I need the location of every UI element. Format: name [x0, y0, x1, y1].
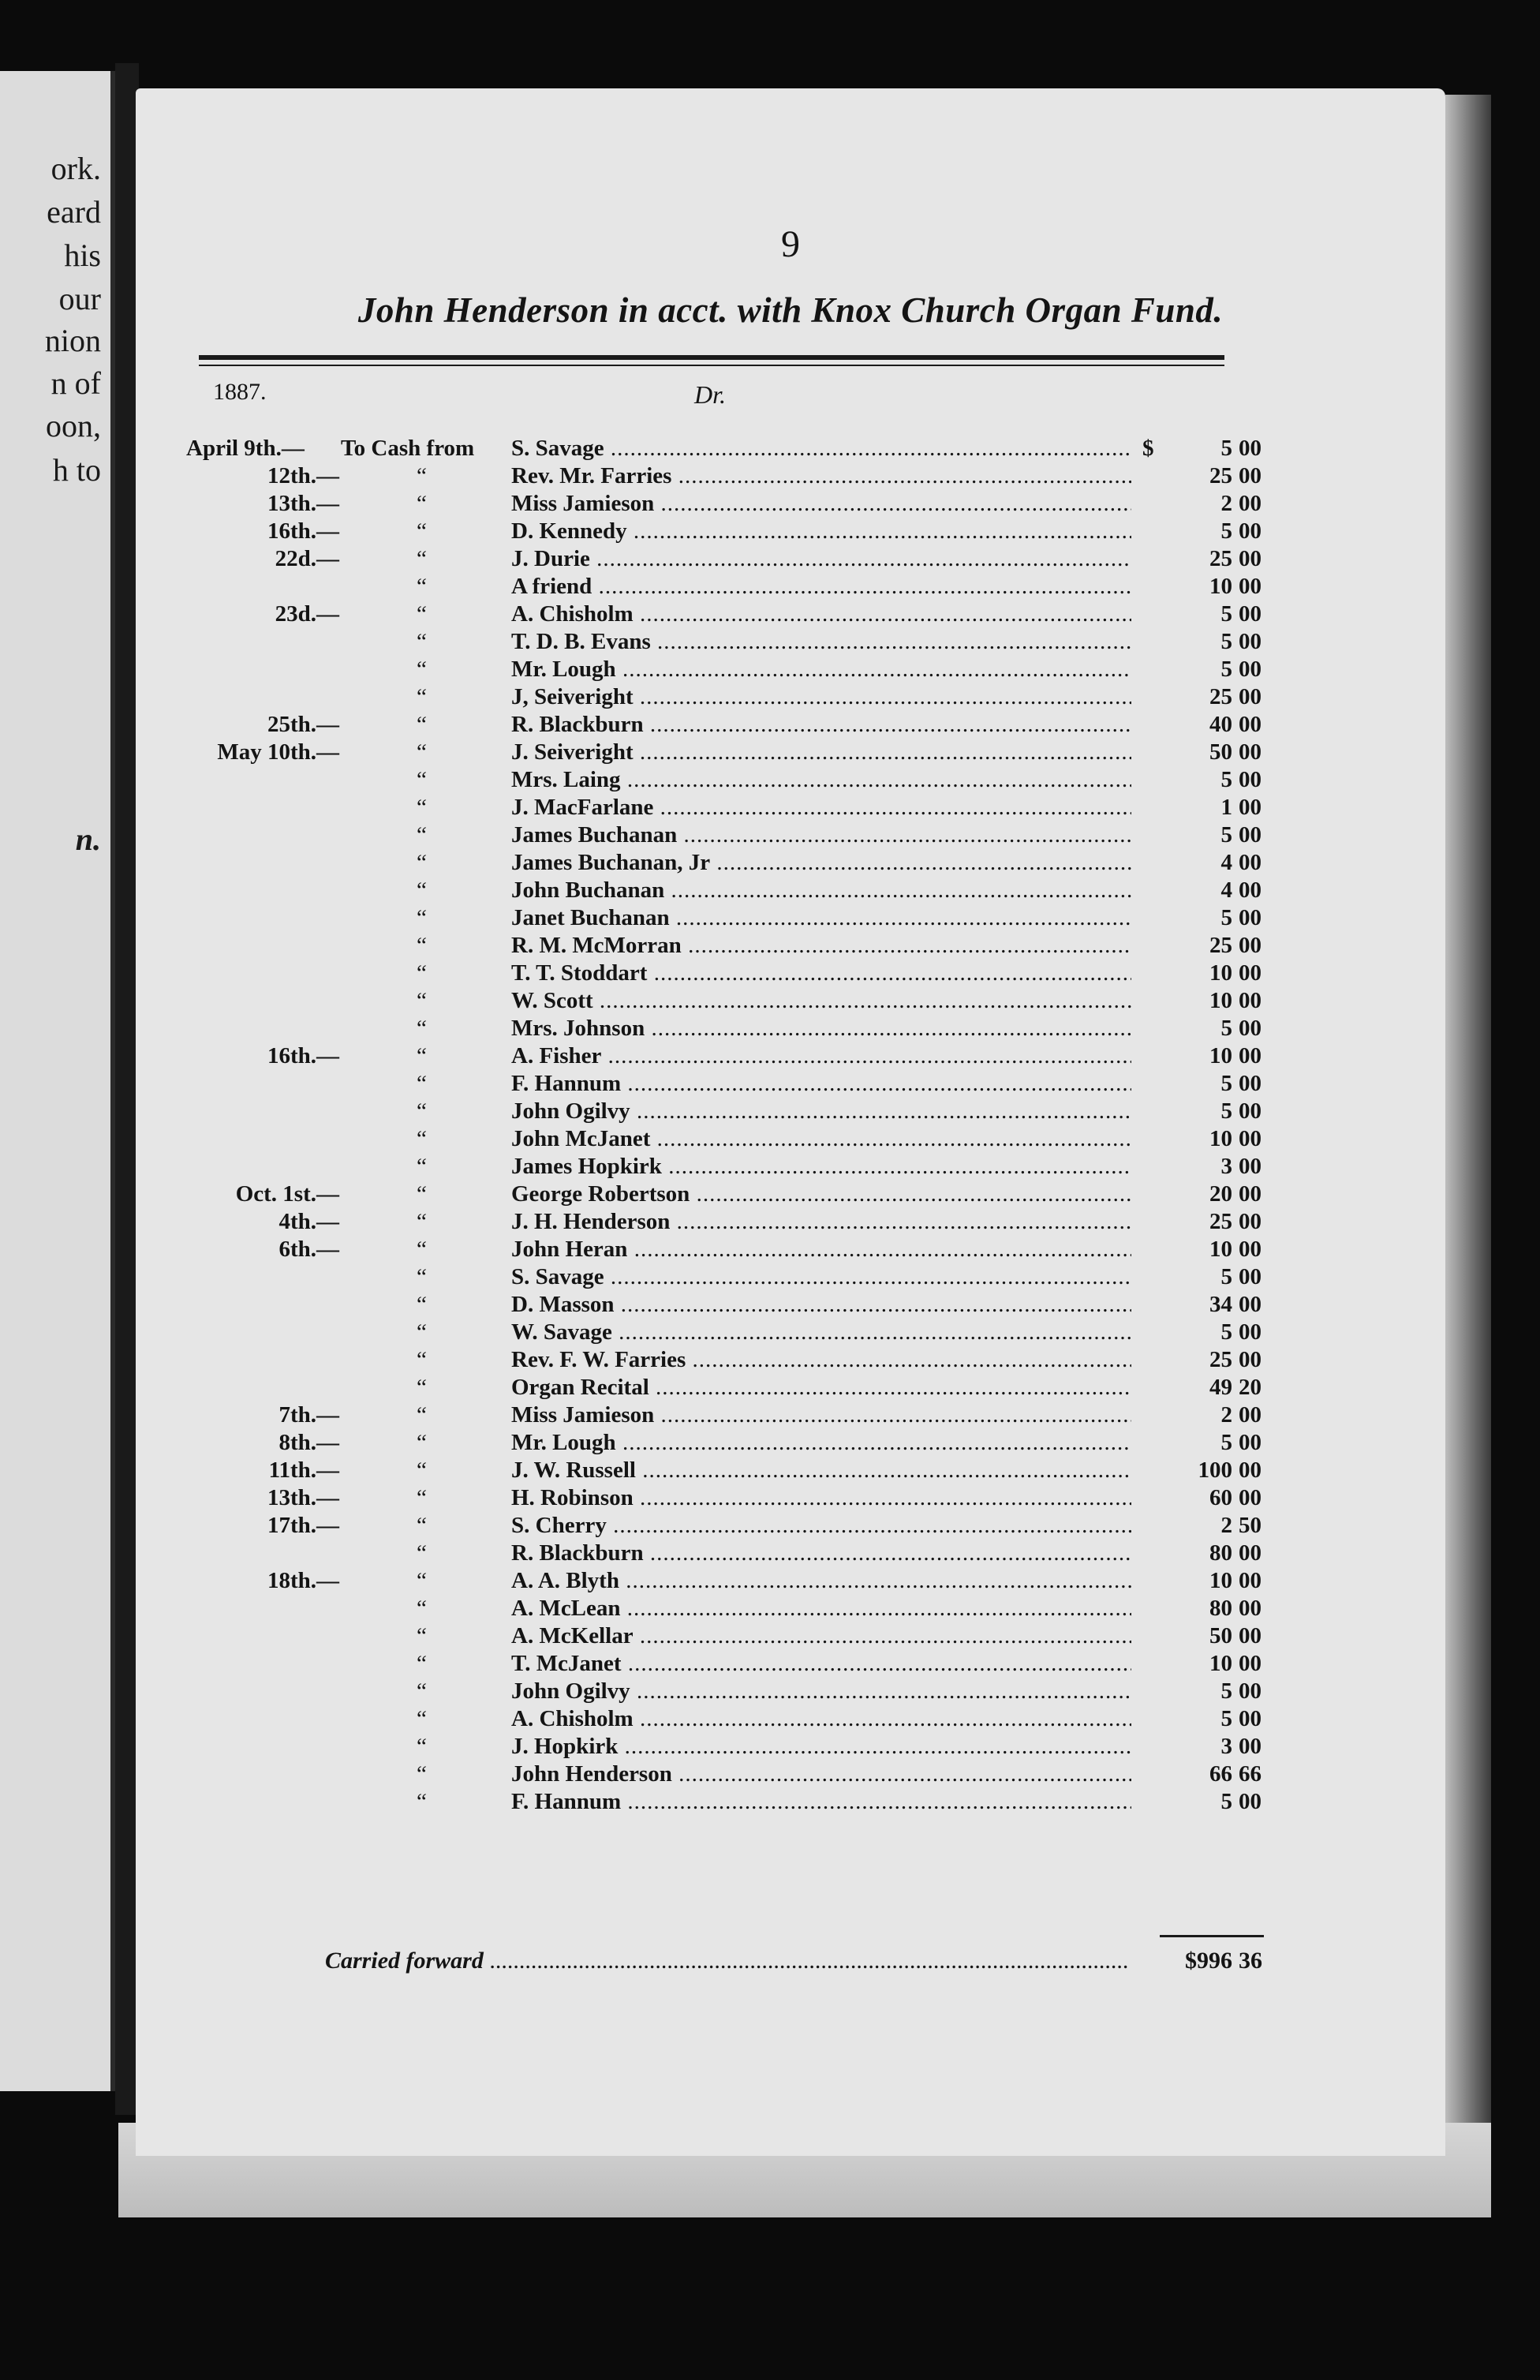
ledger-entry-row — [136, 1347, 1445, 1375]
ledger-entry-row — [136, 1209, 1445, 1237]
entry-dollars: 5 — [1220, 1264, 1232, 1289]
entry-ditto-mark: “ — [417, 1540, 427, 1566]
ledger-entry-row — [136, 988, 1445, 1016]
entry-cents: 00 — [1239, 1734, 1262, 1759]
entry-ditto-mark: “ — [417, 1623, 427, 1648]
ledger-entry-row — [136, 546, 1445, 574]
carried-forward-row — [136, 1948, 1445, 1979]
debit-column-header: Dr. — [694, 380, 727, 409]
entry-cents: 00 — [1239, 518, 1262, 544]
entry-date: 16th.— — [267, 1043, 339, 1068]
entry-ditto-mark: “ — [417, 1292, 427, 1317]
entry-source-cash: To Cash from — [341, 436, 475, 461]
entry-dollars: 5 — [1220, 629, 1232, 654]
ledger-entry-row — [136, 878, 1445, 905]
left-page-text-line: our — [58, 281, 101, 316]
entry-contributor-name: T. McJanet ..... — [511, 1651, 1131, 1677]
entry-dollars: 5 — [1220, 436, 1232, 461]
entry-cents: 00 — [1239, 1568, 1262, 1593]
ledger-entry-row — [136, 1734, 1445, 1761]
entry-cents: 00 — [1239, 1485, 1262, 1510]
entry-dollars: 40 — [1209, 712, 1232, 737]
entry-contributor-name: A. McKellar ..... — [511, 1623, 1131, 1649]
ledger-entry-row — [136, 684, 1445, 712]
entry-ditto-mark: “ — [417, 795, 427, 820]
entry-cents: 00 — [1239, 601, 1262, 627]
entry-dollars: 10 — [1209, 574, 1232, 599]
entry-cents: 20 — [1239, 1375, 1262, 1400]
entry-ditto-mark: “ — [417, 1513, 427, 1538]
entry-ditto-mark: “ — [417, 739, 427, 765]
entry-date: 25th.— — [267, 712, 339, 737]
entry-ditto-mark: “ — [417, 1734, 427, 1759]
entry-cents: 00 — [1239, 1237, 1262, 1262]
entry-date: May 10th.— — [217, 739, 339, 765]
ledger-entry-row — [136, 1678, 1445, 1706]
entry-ditto-mark: “ — [417, 491, 427, 516]
entry-ditto-mark: “ — [417, 878, 427, 903]
entry-contributor-name: D. Masson ..... — [511, 1292, 1131, 1318]
entry-contributor-name: S. Savage ..... — [511, 436, 1131, 462]
entry-dollars: 49 — [1209, 1375, 1232, 1400]
entry-cents: 00 — [1239, 822, 1262, 848]
ledger-entry-row — [136, 1071, 1445, 1098]
entry-dollars: 3 — [1220, 1154, 1232, 1179]
entry-contributor-name: James Buchanan ..... — [511, 822, 1131, 848]
entry-cents: 00 — [1239, 739, 1262, 765]
entry-date: 16th.— — [267, 518, 339, 544]
entry-cents: 00 — [1239, 491, 1262, 516]
entry-dollars: 66 — [1209, 1761, 1232, 1787]
entry-ditto-mark: “ — [417, 905, 427, 930]
entry-ditto-mark: “ — [417, 629, 427, 654]
entry-ditto-mark: “ — [417, 1016, 427, 1041]
entry-contributor-name: D. Kennedy ..... — [511, 518, 1131, 544]
ledger-entry-row — [136, 1789, 1445, 1817]
entry-ditto-mark: “ — [417, 1458, 427, 1483]
entry-dollars: 5 — [1220, 1319, 1232, 1345]
entry-contributor-name: T. T. Stoddart ..... — [511, 960, 1131, 986]
entry-cents: 00 — [1239, 546, 1262, 571]
entry-contributor-name: John Buchanan ..... — [511, 878, 1131, 904]
ledger-entry-row — [136, 1540, 1445, 1568]
entry-ditto-mark: “ — [417, 1071, 427, 1096]
entry-dollars: 5 — [1220, 657, 1232, 682]
ledger-entry-row — [136, 1292, 1445, 1319]
entry-date: 12th.— — [267, 463, 339, 488]
entry-cents: 00 — [1239, 1319, 1262, 1345]
entry-date: 17th.— — [267, 1513, 339, 1538]
entry-cents: 00 — [1239, 1016, 1262, 1041]
left-page-text-line: h to — [52, 452, 101, 488]
entry-contributor-name: R. M. McMorran ..... — [511, 933, 1131, 959]
entry-dollars: 5 — [1220, 1706, 1232, 1731]
entry-cents: 00 — [1239, 1209, 1262, 1234]
entry-dollars: 10 — [1209, 988, 1232, 1013]
entry-contributor-name: Mrs. Laing ..... — [511, 767, 1131, 793]
entry-contributor-name: F. Hannum ..... — [511, 1071, 1131, 1097]
entry-contributor-name: Miss Jamieson ..... — [511, 491, 1131, 517]
entry-dollars: 10 — [1209, 1126, 1232, 1151]
entry-date: Oct. 1st.— — [235, 1181, 339, 1207]
entry-cents: 00 — [1239, 1678, 1262, 1704]
entry-contributor-name: A. Chisholm ..... — [511, 1706, 1131, 1732]
entry-date: 7th.— — [278, 1402, 339, 1428]
ledger-entry-row — [136, 574, 1445, 601]
entry-dollars: 5 — [1220, 1789, 1232, 1814]
ledger-entry-row — [136, 1319, 1445, 1347]
entry-dollars: 25 — [1209, 933, 1232, 958]
entry-cents: 00 — [1239, 878, 1262, 903]
ledger-entry-row — [136, 1402, 1445, 1430]
entry-ditto-mark: “ — [417, 1154, 427, 1179]
entry-contributor-name: Mr. Lough ..... — [511, 1430, 1131, 1456]
ledger-entry-row — [136, 1458, 1445, 1485]
entry-dollars: 5 — [1220, 601, 1232, 627]
entry-ditto-mark: “ — [417, 1375, 427, 1400]
heading-rule-thick — [199, 355, 1224, 360]
entry-cents: 00 — [1239, 933, 1262, 958]
heading-rule-thin — [199, 365, 1224, 366]
ledger-entry-row — [136, 1043, 1445, 1071]
entry-dollar-sign: $ — [1142, 436, 1154, 461]
entry-dollars: 5 — [1220, 1071, 1232, 1096]
entry-contributor-name: A. Fisher ..... — [511, 1043, 1131, 1069]
entry-ditto-mark: “ — [417, 1098, 427, 1124]
ledger-entry-row — [136, 712, 1445, 739]
entry-contributor-name: Mrs. Johnson ..... — [511, 1016, 1131, 1042]
carried-forward-cents: 36 — [1239, 1948, 1262, 1974]
entry-dollars: 80 — [1209, 1540, 1232, 1566]
entry-contributor-name: A. McLean ..... — [511, 1596, 1131, 1622]
entry-ditto-mark: “ — [417, 546, 427, 571]
entry-contributor-name: Organ Recital ..... — [511, 1375, 1131, 1401]
entry-dollars: 5 — [1220, 1098, 1232, 1124]
ledger-entry-row — [136, 1623, 1445, 1651]
entry-contributor-name: Janet Buchanan ..... — [511, 905, 1131, 931]
ledger-entry-row — [136, 1264, 1445, 1292]
ledger-entry-row — [136, 1651, 1445, 1678]
entry-cents: 00 — [1239, 463, 1262, 488]
page-number: 9 — [781, 223, 800, 265]
entry-ditto-mark: “ — [417, 1789, 427, 1814]
entry-ditto-mark: “ — [417, 1485, 427, 1510]
entry-dollars: 2 — [1220, 1513, 1232, 1538]
ledger-entry-row — [136, 1126, 1445, 1154]
ledger-entry-row — [136, 1761, 1445, 1789]
ledger-entry-row — [136, 960, 1445, 988]
entry-contributor-name: John Henderson ..... — [511, 1761, 1131, 1787]
entry-dollars: 25 — [1209, 463, 1232, 488]
entry-ditto-mark: “ — [417, 1402, 427, 1428]
entry-contributor-name: J. MacFarlane ..... — [511, 795, 1131, 821]
entry-cents: 50 — [1239, 1513, 1262, 1538]
entry-cents: 00 — [1239, 574, 1262, 599]
entry-cents: 00 — [1239, 1347, 1262, 1372]
entry-contributor-name: J, Seiveright ..... — [511, 684, 1131, 710]
entry-contributor-name: A. A. Blyth ..... — [511, 1568, 1131, 1594]
entry-cents: 00 — [1239, 629, 1262, 654]
entry-contributor-name: F. Hannum ..... — [511, 1789, 1131, 1815]
entry-ditto-mark: “ — [417, 601, 427, 627]
entry-date: 18th.— — [267, 1568, 339, 1593]
entry-contributor-name: J. Durie ..... — [511, 546, 1131, 572]
entry-date: 11th.— — [268, 1458, 339, 1483]
entry-dollars: 10 — [1209, 1043, 1232, 1068]
entry-dollars: 5 — [1220, 822, 1232, 848]
entry-contributor-name: J. Seiveright ..... — [511, 739, 1131, 765]
entry-cents: 66 — [1239, 1761, 1262, 1787]
entry-cents: 00 — [1239, 1154, 1262, 1179]
ledger-entry-row — [136, 436, 1445, 463]
entry-contributor-name: Rev. F. W. Farries ..... — [511, 1347, 1131, 1373]
entry-cents: 00 — [1239, 436, 1262, 461]
left-page-text-line: ork. — [50, 151, 101, 186]
entry-date: April 9th.— — [186, 436, 305, 461]
entry-dollars: 50 — [1209, 739, 1232, 765]
ledger-page — [136, 88, 1445, 2156]
entry-ditto-mark: “ — [417, 822, 427, 848]
entry-cents: 00 — [1239, 960, 1262, 986]
left-page-text-line: oon, — [46, 408, 101, 443]
entry-dollars: 10 — [1209, 960, 1232, 986]
ledger-entries — [136, 436, 1445, 1817]
ledger-entry-row — [136, 795, 1445, 822]
entry-cents: 00 — [1239, 1402, 1262, 1428]
entry-contributor-name: A. Chisholm ..... — [511, 601, 1131, 627]
entry-ditto-mark: “ — [417, 960, 427, 986]
entry-dollars: 4 — [1220, 878, 1232, 903]
entry-contributor-name: J. W. Russell ..... — [511, 1458, 1131, 1484]
entry-cents: 00 — [1239, 1623, 1262, 1648]
entry-cents: 00 — [1239, 1706, 1262, 1731]
entry-ditto-mark: “ — [417, 1706, 427, 1731]
entry-date: 22d.— — [275, 546, 339, 571]
ledger-entry-row — [136, 905, 1445, 933]
entry-ditto-mark: “ — [417, 574, 427, 599]
entry-contributor-name: W. Savage ..... — [511, 1319, 1131, 1345]
entry-dollars: 25 — [1209, 1347, 1232, 1372]
ledger-entry-row — [136, 933, 1445, 960]
ledger-entry-row — [136, 1513, 1445, 1540]
entry-contributor-name: J. H. Henderson ..... — [511, 1209, 1131, 1235]
left-page-text-line: nion — [44, 323, 101, 358]
entry-cents: 00 — [1239, 1540, 1262, 1566]
account-heading: John Henderson in acct. with Knox Church Organ Fund. — [357, 290, 1224, 330]
entry-ditto-mark: “ — [417, 1264, 427, 1289]
entry-cents: 00 — [1239, 1043, 1262, 1068]
entry-dollars: 1 — [1220, 795, 1232, 820]
entry-ditto-mark: “ — [417, 463, 427, 488]
left-page-text-line: eard — [47, 194, 101, 230]
entry-contributor-name: H. Robinson ..... — [511, 1485, 1131, 1511]
entry-date: 13th.— — [267, 1485, 339, 1510]
entry-ditto-mark: “ — [417, 1181, 427, 1207]
entry-cents: 00 — [1239, 1181, 1262, 1207]
entry-dollars: 10 — [1209, 1237, 1232, 1262]
entry-contributor-name: Miss Jamieson ..... — [511, 1402, 1131, 1428]
entry-dollars: 2 — [1220, 491, 1232, 516]
page-edge-stack — [1445, 95, 1491, 2178]
entry-contributor-name: R. Blackburn ..... — [511, 712, 1131, 738]
entry-ditto-mark: “ — [417, 684, 427, 709]
left-facing-page-fragment — [0, 71, 115, 2091]
ledger-entry-row — [136, 1098, 1445, 1126]
entry-dollars: 100 — [1198, 1458, 1232, 1483]
entry-dollars: 5 — [1220, 518, 1232, 544]
entry-contributor-name: J. Hopkirk ..... — [511, 1734, 1131, 1760]
entry-contributor-name: John Ogilvy ..... — [511, 1678, 1131, 1705]
left-page-text-line: n of — [50, 365, 101, 401]
entry-cents: 00 — [1239, 1458, 1262, 1483]
entry-ditto-mark: “ — [417, 1430, 427, 1455]
ledger-entry-row — [136, 1568, 1445, 1596]
ledger-entry-row — [136, 491, 1445, 518]
ledger-entry-row — [136, 1154, 1445, 1181]
carried-forward-amount: $996 — [1185, 1948, 1232, 1974]
carried-forward-label: Carried forward ..... — [325, 1948, 1130, 1974]
ledger-entry-row — [136, 1430, 1445, 1458]
ledger-entry-row — [136, 1181, 1445, 1209]
ledger-entry-row — [136, 767, 1445, 795]
left-page-text-line: n. — [75, 821, 101, 857]
entry-contributor-name: A friend ..... — [511, 574, 1131, 600]
entry-cents: 00 — [1239, 657, 1262, 682]
entry-ditto-mark: “ — [417, 712, 427, 737]
entry-ditto-mark: “ — [417, 1209, 427, 1234]
entry-date: 23d.— — [275, 601, 339, 627]
ledger-entry-row — [136, 463, 1445, 491]
entry-ditto-mark: “ — [417, 657, 427, 682]
entry-dollars: 25 — [1209, 1209, 1232, 1234]
entry-cents: 00 — [1239, 1596, 1262, 1621]
entry-cents: 00 — [1239, 712, 1262, 737]
entry-cents: 00 — [1239, 1292, 1262, 1317]
ledger-entry-row — [136, 850, 1445, 878]
entry-ditto-mark: “ — [417, 988, 427, 1013]
entry-dollars: 50 — [1209, 1623, 1232, 1648]
entry-cents: 00 — [1239, 988, 1262, 1013]
entry-cents: 00 — [1239, 1098, 1262, 1124]
entry-cents: 00 — [1239, 905, 1262, 930]
entry-dollars: 2 — [1220, 1402, 1232, 1428]
entry-contributor-name: S. Cherry ..... — [511, 1513, 1131, 1539]
entry-contributor-name: T. D. B. Evans ..... — [511, 629, 1131, 655]
entry-ditto-mark: “ — [417, 933, 427, 958]
entry-date: 6th.— — [278, 1237, 339, 1262]
entry-contributor-name: John McJanet ..... — [511, 1126, 1131, 1152]
entry-cents: 00 — [1239, 1126, 1262, 1151]
ledger-entry-row — [136, 1237, 1445, 1264]
entry-ditto-mark: “ — [417, 1651, 427, 1676]
entry-ditto-mark: “ — [417, 767, 427, 792]
entry-dollars: 4 — [1220, 850, 1232, 875]
entry-dollars: 5 — [1220, 1430, 1232, 1455]
ledger-entry-row — [136, 1375, 1445, 1402]
entry-cents: 00 — [1239, 684, 1262, 709]
ledger-entry-row — [136, 657, 1445, 684]
ledger-year: 1887. — [213, 379, 267, 405]
entry-dollars: 5 — [1220, 767, 1232, 792]
ledger-entry-row — [136, 518, 1445, 546]
entry-dollars: 34 — [1209, 1292, 1232, 1317]
left-page-text-line: his — [64, 238, 101, 273]
entry-contributor-name: W. Scott ..... — [511, 988, 1131, 1014]
entry-ditto-mark: “ — [417, 1237, 427, 1262]
entry-ditto-mark: “ — [417, 1596, 427, 1621]
entry-ditto-mark: “ — [417, 1347, 427, 1372]
entry-cents: 00 — [1239, 1651, 1262, 1676]
entry-contributor-name: R. Blackburn ..... — [511, 1540, 1131, 1566]
entry-ditto-mark: “ — [417, 1043, 427, 1068]
entry-dollars: 5 — [1220, 1016, 1232, 1041]
entry-ditto-mark: “ — [417, 1678, 427, 1704]
entry-dollars: 3 — [1220, 1734, 1232, 1759]
entry-dollars: 5 — [1220, 1678, 1232, 1704]
entry-cents: 00 — [1239, 1071, 1262, 1096]
entry-ditto-mark: “ — [417, 1126, 427, 1151]
entry-cents: 00 — [1239, 850, 1262, 875]
ledger-entry-row — [136, 1485, 1445, 1513]
entry-cents: 00 — [1239, 1789, 1262, 1814]
entry-contributor-name: Rev. Mr. Farries ..... — [511, 463, 1131, 489]
entry-ditto-mark: “ — [417, 518, 427, 544]
entry-dollars: 25 — [1209, 546, 1232, 571]
ledger-entry-row — [136, 739, 1445, 767]
entry-dollars: 25 — [1209, 684, 1232, 709]
ledger-entry-row — [136, 1706, 1445, 1734]
ledger-entry-row — [136, 822, 1445, 850]
entry-ditto-mark: “ — [417, 1319, 427, 1345]
entry-cents: 00 — [1239, 1430, 1262, 1455]
entry-dollars: 20 — [1209, 1181, 1232, 1207]
entry-ditto-mark: “ — [417, 850, 427, 875]
entry-dollars: 10 — [1209, 1651, 1232, 1676]
entry-contributor-name: S. Savage ..... — [511, 1264, 1131, 1290]
entry-contributor-name: James Buchanan, Jr ..... — [511, 850, 1131, 876]
entry-dollars: 10 — [1209, 1568, 1232, 1593]
entry-contributor-name: James Hopkirk ..... — [511, 1154, 1131, 1180]
ledger-entry-row — [136, 1596, 1445, 1623]
entry-contributor-name: John Heran ..... — [511, 1237, 1131, 1263]
entry-contributor-name: John Ogilvy ..... — [511, 1098, 1131, 1125]
entry-dollars: 80 — [1209, 1596, 1232, 1621]
ledger-entry-row — [136, 629, 1445, 657]
entry-cents: 00 — [1239, 767, 1262, 792]
entry-cents: 00 — [1239, 795, 1262, 820]
total-rule — [1160, 1935, 1264, 1937]
entry-contributor-name: Mr. Lough ..... — [511, 657, 1131, 683]
ledger-entry-row — [136, 1016, 1445, 1043]
entry-ditto-mark: “ — [417, 1568, 427, 1593]
entry-date: 4th.— — [278, 1209, 339, 1234]
ledger-entry-row — [136, 601, 1445, 629]
entry-dollars: 5 — [1220, 905, 1232, 930]
entry-cents: 00 — [1239, 1264, 1262, 1289]
entry-dollars: 60 — [1209, 1485, 1232, 1510]
entry-date: 8th.— — [278, 1430, 339, 1455]
entry-contributor-name: George Robertson ..... — [511, 1181, 1131, 1207]
entry-ditto-mark: “ — [417, 1761, 427, 1787]
entry-date: 13th.— — [267, 491, 339, 516]
